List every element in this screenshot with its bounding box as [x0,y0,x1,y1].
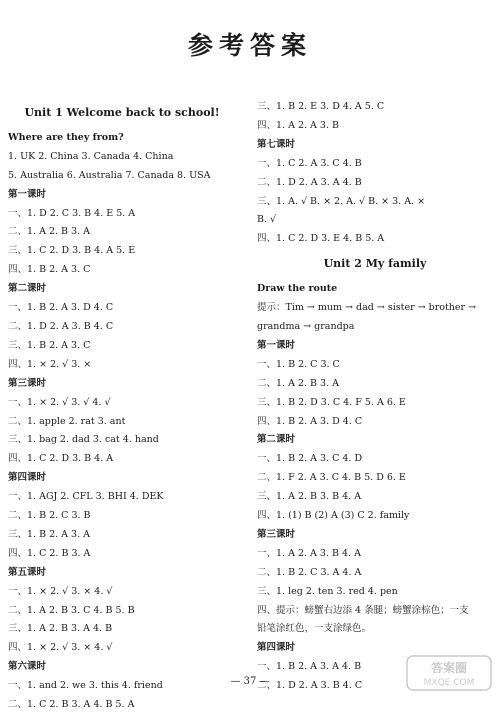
section-heading: Where are they from? [8,131,124,143]
answer-line: 三、1. C 2. D 3. B 4. A 5. E [8,245,136,257]
answer-line: 一、1. B 2. C 3. C [257,358,340,370]
page-number: — 37 — [230,676,270,687]
answer-column-right [257,98,493,696]
answer-line: 四、1. × 2. √ 3. × 4. √ [8,642,113,654]
answer-line: 一、1. B 2. A 3. A 4. B [257,661,362,673]
answer-line: 提示：Tim → mum → dad → sister → brother → [257,302,477,314]
svg-text:MXQE.COM: MXQE.COM [423,678,475,688]
answer-line: 5. Australia 6. Australia 7. Canada 8. USA [8,169,211,181]
answer-line: 一、1. D 2. C 3. B 4. E 5. A [8,207,136,219]
answer-line: 二、1. C 2. B 3. A 4. B 5. A [8,699,135,711]
answer-line: 三、1. A 2. B 3. B 4. A [257,491,362,503]
unit-heading: Unit 2 My family [323,257,427,271]
answer-line: 二、1. D 2. A 3. A 4. B [257,176,362,188]
answer-line: 二、1. A 2. B 3. A [257,377,339,389]
answer-line: 四、1. C 2. D 3. E 4. B 5. A [257,233,385,245]
answer-line: 一、1. B 2. A 3. D 4. C [8,302,114,314]
answer-line: 一、1. A 2. A 3. B 4. A [257,547,361,559]
answer-line: 一、1. and 2. we 3. this 4. friend [8,680,163,692]
answer-line: 二、1. D 2. A 3. B 4. C [8,320,114,332]
lesson-heading: 第三课时 [257,528,296,540]
answer-line: 三、1. bag 2. dad 3. cat 4. hand [8,434,159,446]
answer-line: 四、1. B 2. A 3. D 4. C [257,415,363,427]
answer-line: B. √ [257,214,277,226]
answer-line: 四、1. C 2. D 3. B 4. A [8,453,114,465]
answer-line: 三、1. B 2. E 3. D 4. A 5. C [257,101,385,112]
answer-line: 三、1. B 2. A 3. C [8,339,91,351]
lesson-heading: 第一课时 [257,339,296,351]
answer-line: 三、1. A. √ B. × 2. A. √ B. × 3. A. × [257,195,426,207]
answer-line: 一、1. AGJ 2. CFL 3. BHI 4. DEK [8,491,164,503]
lesson-heading: 第七课时 [257,138,296,150]
lesson-heading: 第二课时 [8,283,47,295]
lesson-heading: 第六课时 [8,661,47,673]
answer-line: 四、1. × 2. √ 3. × [8,358,92,370]
svg-text:答案圈: 答案圈 [430,661,468,675]
lesson-heading: 第五课时 [8,566,47,578]
answer-line: 铅笔涂红色，一支涂绿色。 [257,623,372,635]
lesson-heading: 第三课时 [8,377,47,389]
answer-line: 四、1. A 2. A 3. B [257,119,339,131]
answer-line: 三、1. A 2. B 3. A 4. B [8,623,113,635]
answer-line: 二、1. D 2. A 3. B 4. C [257,680,363,692]
lesson-heading: 第四课时 [257,642,296,654]
section-heading: Draw the route [257,283,338,295]
answer-line: 一、1. × 2. √ 3. √ 4. √ [8,396,111,408]
answer-line: 二、1. B 2. C 3. A 4. A [257,566,362,578]
answer-line: grandma → grandpa [257,320,355,332]
answer-line: 三、1. leg 2. ten 3. red 4. pen [257,585,398,597]
lesson-heading: 第四课时 [8,472,47,484]
answer-line: 二、1. A 2. B 3. C 4. B 5. B [8,604,135,616]
page-title: 参考答案 [187,31,312,60]
watermark-logo-icon [406,655,492,691]
answer-line: 二、1. F 2. A 3. C 4. B 5. D 6. E [257,472,406,484]
answer-line: 一、1. × 2. √ 3. × 4. √ [8,585,113,597]
lesson-heading: 第二课时 [257,434,296,446]
lesson-heading: 第一课时 [8,188,47,200]
answer-column-left [8,98,236,715]
answer-line: 一、1. B 2. A 3. C 4. D [257,453,363,465]
unit-heading: Unit 1 Welcome back to school! [24,106,220,119]
answer-line: 一、1. C 2. A 3. C 4. B [257,157,362,169]
answer-line: 四、1. B 2. A 3. C [8,264,91,276]
answer-line: 三、1. B 2. A 3. A [8,528,90,540]
answer-line: 四、1. (1) B (2) A (3) C 2. family [257,510,410,522]
answer-line: 二、1. apple 2. rat 3. ant [8,415,126,427]
answer-line: 三、1. B 2. D 3. C 4. F 5. A 6. E [257,396,406,408]
answer-line: 二、1. B 2. C 3. B [8,510,91,522]
answer-line: 1. UK 2. China 3. Canada 4. China [8,150,174,162]
answer-line: 四、提示：螃蟹右边添 4 条腿；螃蟹涂棕色；一支 [257,604,469,616]
answer-line: 四、1. C 2. B 3. A [8,547,91,559]
answer-line: 二、1. A 2. B 3. A [8,226,90,238]
